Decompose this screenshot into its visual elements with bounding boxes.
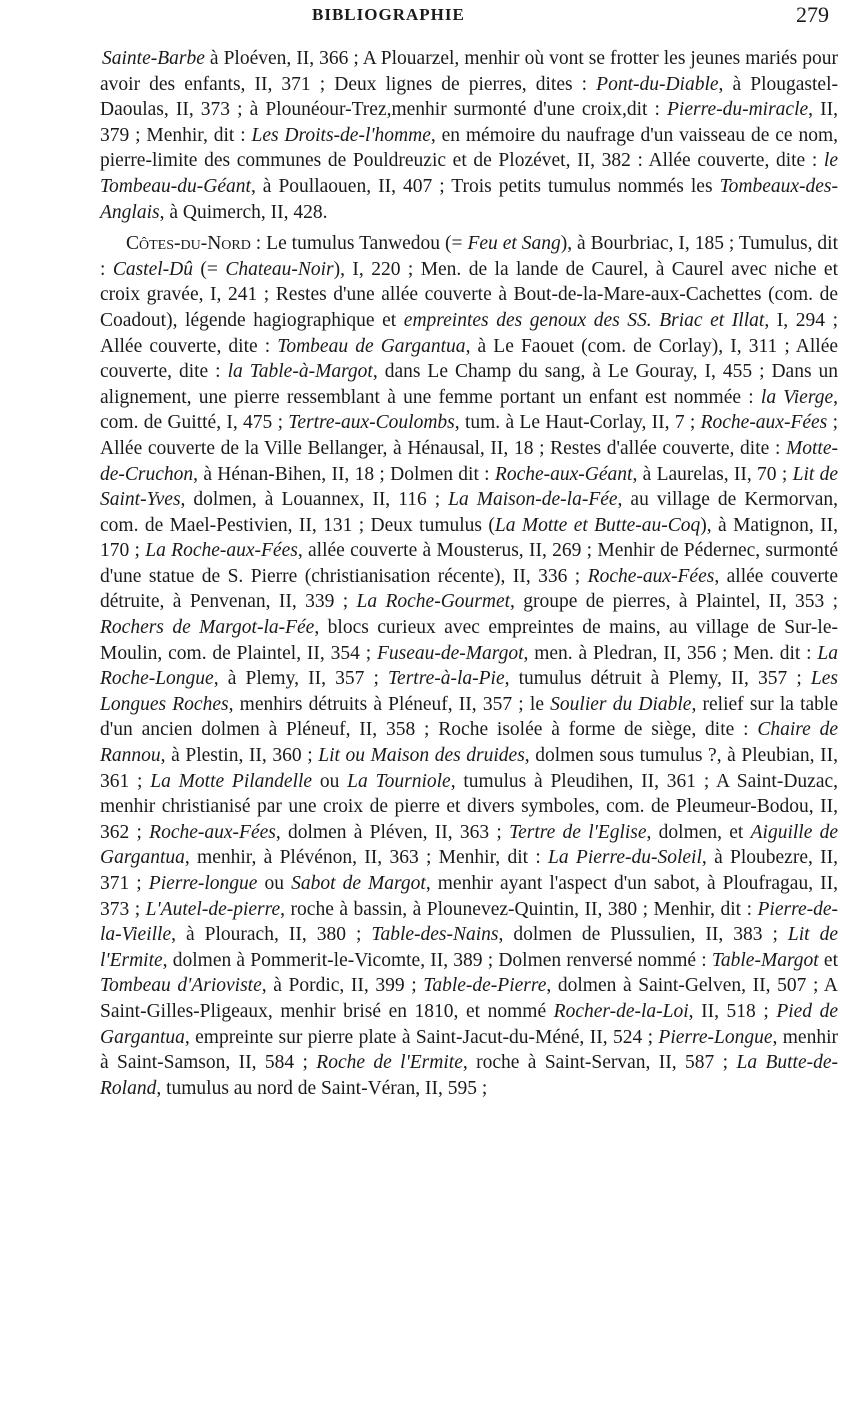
text-run: , tumulus au nord de Saint-Véran, II, 595 ;	[156, 1077, 488, 1099]
italic-term: Les Longues Roches	[100, 668, 838, 715]
text-run: , à Ploubezre, II, 371 ;	[100, 847, 838, 894]
text-run: , à Quimerch, II, 428.	[159, 201, 328, 223]
italic-term: Sabot de Margot	[291, 873, 426, 894]
text-run: (=	[193, 258, 226, 280]
text-run: , menhir à Saint-Samson, II, 584 ;	[100, 1026, 838, 1074]
text-run: , dolmen sous tumulus ?, à Pleubian, II, 361 ;	[100, 745, 838, 792]
text-run: , à Hénan-Bihen, II, 18 ; Dolmen dit :	[193, 463, 495, 485]
text-run: , à Poullaouen, II, 407 ; Trois petits tumulus nommés les	[250, 175, 720, 197]
italic-term: Chateau-Noir	[225, 258, 334, 280]
italic-term: Aiguille de Gargantua	[100, 821, 838, 869]
paragraph-cotes-du-nord	[100, 231, 838, 1101]
italic-term: Rochers de Margot-la-Fée	[100, 617, 315, 639]
italic-term: Tertre-aux-Coulombs	[288, 412, 455, 434]
text-run: , dans Le Champ du sang, à Le Gouray, I, 455 ; Dans un alignement, une pierre ressemblant à une femme portant un enfant est nommée :	[100, 361, 838, 408]
text-run: , tum. à Le Haut-Corlay, II, 7 ;	[454, 412, 701, 434]
italic-term: Lit de l'Ermite	[100, 924, 838, 971]
text-run: , tumulus détruit à Plemy, II, 357 ;	[504, 668, 811, 690]
text-run: , men. à Pledran, II, 356 ; Men. dit :	[523, 642, 818, 664]
italic-term: Roche-aux-Géant	[494, 463, 633, 485]
text-run: , II, 518 ;	[688, 1000, 777, 1022]
italic-term: Rocher-de-la-Loi	[553, 1000, 689, 1022]
text-run: ), à Bourbriac, I, 185 ; Tumulus, dit :	[100, 233, 838, 280]
text-run: , à Le Faouet (com. de Corlay), I, 311 ; Allée couverte, dite :	[100, 335, 838, 383]
italic-term: Motte-de-Cruchon	[100, 437, 838, 485]
text-run: , dolmen à Pommerit-le-Vicomte, II, 389 ; Dolmen renversé nommé :	[162, 949, 712, 971]
text-run: , à Plestin, II, 360 ;	[160, 745, 319, 767]
text-run: , au village de Kermorvan, com. de Mael-Pestivien, II, 131 ; Deux tumulus (	[100, 489, 838, 536]
text-run: , II, 379 ; Menhir, dit :	[100, 99, 838, 146]
italic-term: Soulier du Diable	[550, 693, 692, 715]
italic-term: Pierre-de-la-Vieille	[100, 898, 838, 946]
section-heading: Côtes-du-Nord	[126, 233, 251, 255]
italic-term: Tertre de l'Eglise	[509, 821, 647, 843]
text-run: , empreinte sur pierre plate à Saint-Jacut-du-Méné, II, 524 ;	[184, 1026, 659, 1048]
italic-term: Lit de Saint-Yves	[100, 463, 839, 511]
italic-term: L'Autel-de-pierre	[145, 898, 281, 920]
italic-term: Feu et Sang	[467, 233, 561, 255]
text-run: , allée couverte détruite, à Penvenan, II, 339 ;	[100, 565, 838, 613]
italic-term: Roche-aux-Fées	[700, 412, 828, 434]
italic-term: Table-de-Pierre	[423, 975, 547, 997]
text-run: , à Laurelas, II, 70 ;	[632, 463, 793, 485]
italic-term: Pont-du-Diable	[596, 73, 719, 95]
italic-term: Tombeau de Gargantua	[277, 335, 466, 357]
text-run: , menhir, à Plévénon, II, 363 ; Menhir, dit :	[184, 847, 549, 869]
italic-term: La Butte-de-Roland	[100, 1052, 838, 1099]
italic-term: La Maison-de-la-Fée	[448, 489, 618, 511]
italic-term: empreintes des genoux des SS. Briac et Illat	[403, 309, 765, 331]
italic-term: Tertre-à-la-Pie	[388, 668, 505, 690]
text-run: ou	[312, 770, 348, 792]
italic-term: Pied de Gargantua	[100, 1000, 839, 1048]
italic-term: La Motte Pilandelle	[150, 770, 313, 792]
italic-term: Roche de l'Ermite	[316, 1052, 463, 1074]
italic-term: Roche-aux-Fées	[149, 821, 276, 843]
italic-term: Pierre-du-miracle	[667, 99, 809, 121]
page-header	[0, 0, 841, 30]
italic-term: Tombeau d'Arioviste	[100, 975, 262, 997]
text-run: à Ploéven, II, 366 ; A Plouarzel, menhir où vont se frotter les jeunes mariés pour avoir des enfants, II, 371 ; Deux lignes de pierres, dites :	[100, 48, 838, 95]
text-run: , roche à Saint-Servan, II, 587 ;	[462, 1052, 737, 1074]
italic-term: Lit ou Maison des druides	[318, 745, 525, 767]
text-run: , com. de Guitté, I, 475 ;	[100, 386, 838, 434]
text-run: , relief sur la table d'un ancien dolmen à Pléneuf, II, 358 ; Roche isolée à forme de siège, dite :	[100, 693, 839, 741]
italic-term: Roche-aux-Fées	[587, 565, 715, 587]
text-run: ; Allée couverte de la Ville Bellanger, à Hénausal, II, 18 ; Restes d'allée couverte, dite :	[100, 412, 838, 459]
page-number: 279	[796, 2, 829, 27]
running-title: BIBLIOGRAPHIE	[312, 5, 465, 24]
text-run: , dolmen à Pléven, II, 363 ;	[275, 821, 510, 843]
italic-term: Tombeaux-des-Anglais	[100, 175, 838, 223]
italic-term: La Roche-aux-Fées	[145, 540, 298, 562]
text-run: , à Pordic, II, 399 ;	[261, 975, 424, 997]
italic-term: Table-des-Nains	[371, 924, 499, 946]
text-run: , menhirs détruits à Pléneuf, II, 357 ; le	[228, 693, 551, 715]
italic-term: Les Droits-de-l'homme	[251, 124, 431, 146]
italic-term: La Tourniole	[347, 770, 451, 792]
text-run: , dolmen à Saint-Gelven, II, 507 ; A Saint-Gilles-Pligeaux, menhir brisé en 1810, et nommé	[100, 975, 838, 1022]
text-run: , à Plourach, II, 380 ;	[171, 924, 372, 946]
italic-term: Fuseau-de-Margot	[376, 642, 524, 664]
text-run: et	[818, 949, 838, 971]
text-run: , allée couverte à Mousterus, II, 269 ; Menhir de Pédernec, surmonté d'une statue de S. Pierre (christianisation récente), II, 336 ;	[100, 540, 838, 587]
text-run: , à Plemy, II, 357 ;	[213, 668, 388, 690]
text-run: , à Plougastel-Daoulas, II, 373 ; à Plounéour-Trez,menhir surmonté d'une croix,dit :	[100, 73, 838, 121]
italic-term: Pierre-longue	[148, 873, 258, 894]
text-run: ), à Matignon, II, 170 ;	[100, 514, 839, 562]
text-run: ou	[257, 873, 292, 894]
paragraph-finistere	[100, 46, 838, 225]
text-run: , I, 294 ; Allée couverte, dite :	[100, 309, 838, 357]
text-run: , tumulus à Pleudihen, II, 361 ; A Saint-Duzac, menhir christianisé par une croix de pierre et divers symboles, com. de Pleumeur-Bodou, II, 362 ;	[100, 770, 839, 843]
text-run: , dolmen, et	[646, 821, 751, 843]
text-run: , en mémoire du naufrage d'un vaisseau de ce nom, pierre-limite des communes de Pouldreuzic et de Plozévet, II, 382 : Allée couverte, dite :	[100, 124, 838, 172]
text-run: ), I, 220 ; Men. de la lande de Caurel, à Caurel avec niche et croix gravée, I, 241 ; Restes d'une allée couverte à Bout-de-la-Mare-aux-Cachettes (com. de Coadout), légende hagiographique et	[100, 258, 838, 331]
italic-term: le Tombeau-du-Géant	[100, 150, 838, 197]
italic-term: La Roche-Gourmet	[356, 591, 511, 613]
italic-term: Sainte-Barbe	[102, 48, 205, 69]
text-run: , roche à bassin, à Plounevez-Quintin, II, 380 ; Menhir, dit :	[280, 898, 758, 920]
italic-term: La Pierre-du-Soleil	[548, 847, 702, 869]
text-run: , menhir ayant l'aspect d'un sabot, à Ploufragau, II, 373 ;	[100, 873, 839, 920]
italic-term: la Table-à-Margot	[227, 361, 373, 383]
italic-term: La Motte et Butte-au-Coq	[494, 514, 701, 536]
text-run: , blocs curieux avec empreintes de mains, au village de Sur-le-Moulin, com. de Plaintel, II, 354 ;	[100, 617, 838, 664]
italic-term: Castel-Dû	[112, 258, 193, 280]
italic-term: La Roche-Longue	[100, 642, 838, 690]
text-run: , dolmen, à Louannex, II, 116 ;	[180, 489, 449, 511]
body-text	[100, 46, 838, 1101]
italic-term: Pierre-Longue	[658, 1026, 773, 1048]
text-run: , dolmen de Plussulien, II, 383 ;	[498, 924, 788, 946]
italic-term: Table-Margot	[711, 949, 819, 971]
italic-term: la Vierge	[760, 386, 834, 408]
italic-term: Chaire de Rannou	[100, 719, 838, 767]
text-run: , groupe de pierres, à Plaintel, II, 353 ;	[510, 591, 838, 613]
text-run: : Le tumulus Tanwedou (=	[250, 233, 468, 255]
